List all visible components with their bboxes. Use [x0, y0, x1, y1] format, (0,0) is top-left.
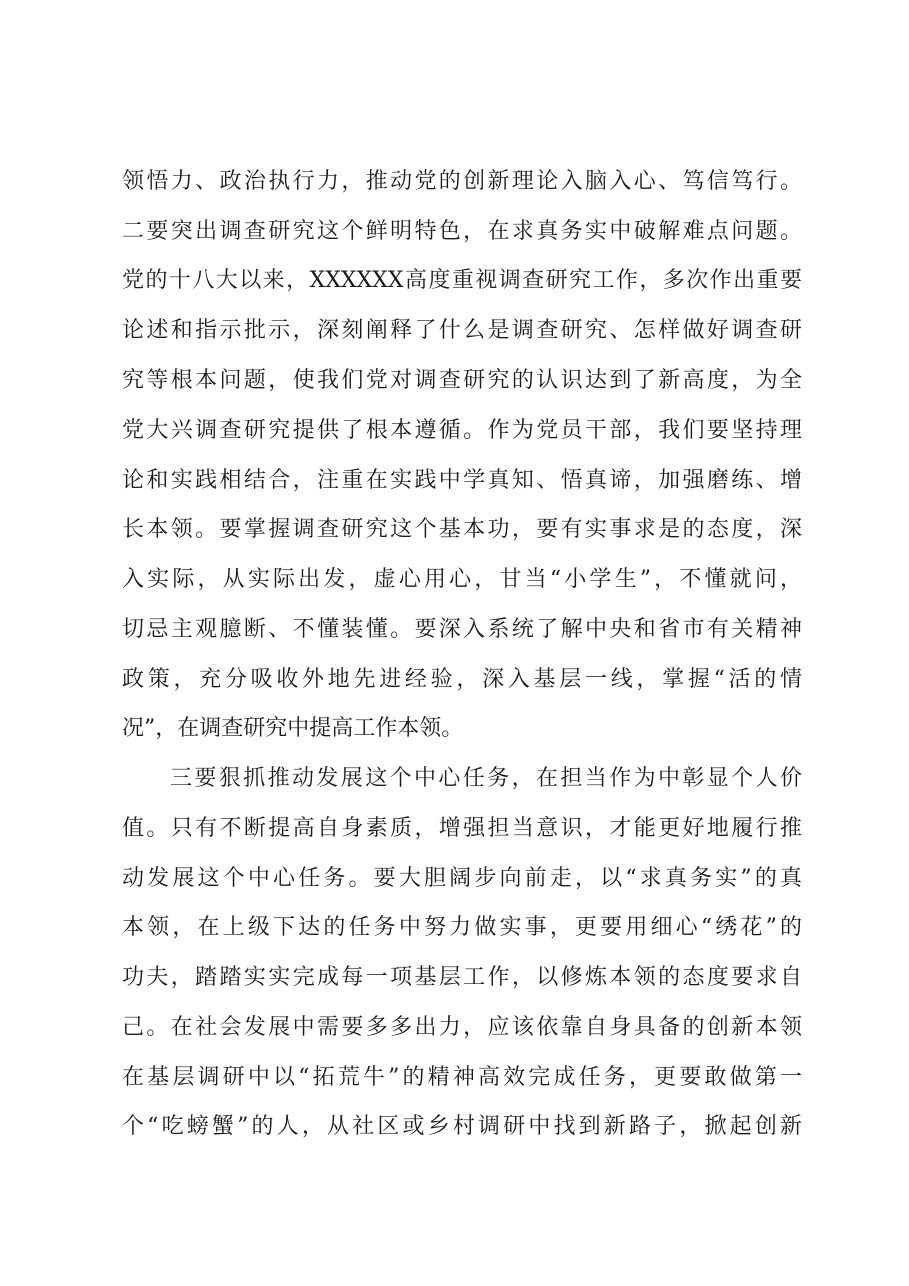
text-line-15: 动发展这个中心任务。要大胆阔步向前走，以“求真务实”的真	[122, 866, 802, 891]
text-line-18: 己。在社会发展中需要多多出力，应该依靠自身具备的创新本领	[122, 1015, 802, 1040]
text-line-4: 论述和指示批示，深刻阐释了什么是调查研究、怎样做好调查研	[122, 318, 802, 343]
text-line-2: 二要突出调查研究这个鲜明特色，在求真务实中破解难点问题。	[122, 219, 802, 244]
text-line-14: 值。只有不断提高自身素质，增强担当意识，才能更好地履行推	[122, 816, 802, 841]
text-line-8: 长本领。要掌握调查研究这个基本功，要有实事求是的态度，深	[122, 517, 802, 542]
text-line-3: 党的十八大以来，XXXXXX高度重视调查研究工作，多次作出重要	[122, 268, 802, 293]
text-line-5: 究等根本问题，使我们党对调查研究的认识达到了新高度，为全	[122, 368, 802, 393]
text-line-16: 本领，在上级下达的任务中努力做实事，更要用细心“绣花”的	[122, 915, 802, 940]
text-line-9: 入实际，从实际出发，虚心用心，甘当“小学生”，不懂就问，	[122, 567, 802, 592]
text-line-13: 三要狠抓推动发展这个中心任务，在担当作为中彰显个人价	[170, 766, 802, 791]
text-line-17: 功夫，踏踏实实完成每一项基层工作，以修炼本领的态度要求自	[122, 965, 802, 990]
text-line-10: 切忌主观臆断、不懂装懂。要深入系统了解中央和省市有关精神	[122, 617, 802, 642]
text-line-20: 个“吃螃蟹”的人，从社区或乡村调研中找到新路子，掀起创新	[122, 1114, 802, 1139]
text-line-7: 论和实践相结合，注重在实践中学真知、悟真谛，加强磨练、增	[122, 468, 802, 493]
text-line-19: 在基层调研中以“拓荒牛”的精神高效完成任务，更要敢做第一	[122, 1065, 802, 1090]
text-line-1: 领悟力、政治执行力，推动党的创新理论入脑入心、笃信笃行。	[122, 169, 802, 194]
text-line-11: 政策，充分吸收外地先进经验，深入基层一线，掌握“活的情	[122, 667, 802, 692]
text-line-12: 况”，在调查研究中提高工作本领。	[122, 716, 464, 741]
text-line-6: 党大兴调查研究提供了根本遵循。作为党员干部，我们要坚持理	[122, 418, 802, 443]
